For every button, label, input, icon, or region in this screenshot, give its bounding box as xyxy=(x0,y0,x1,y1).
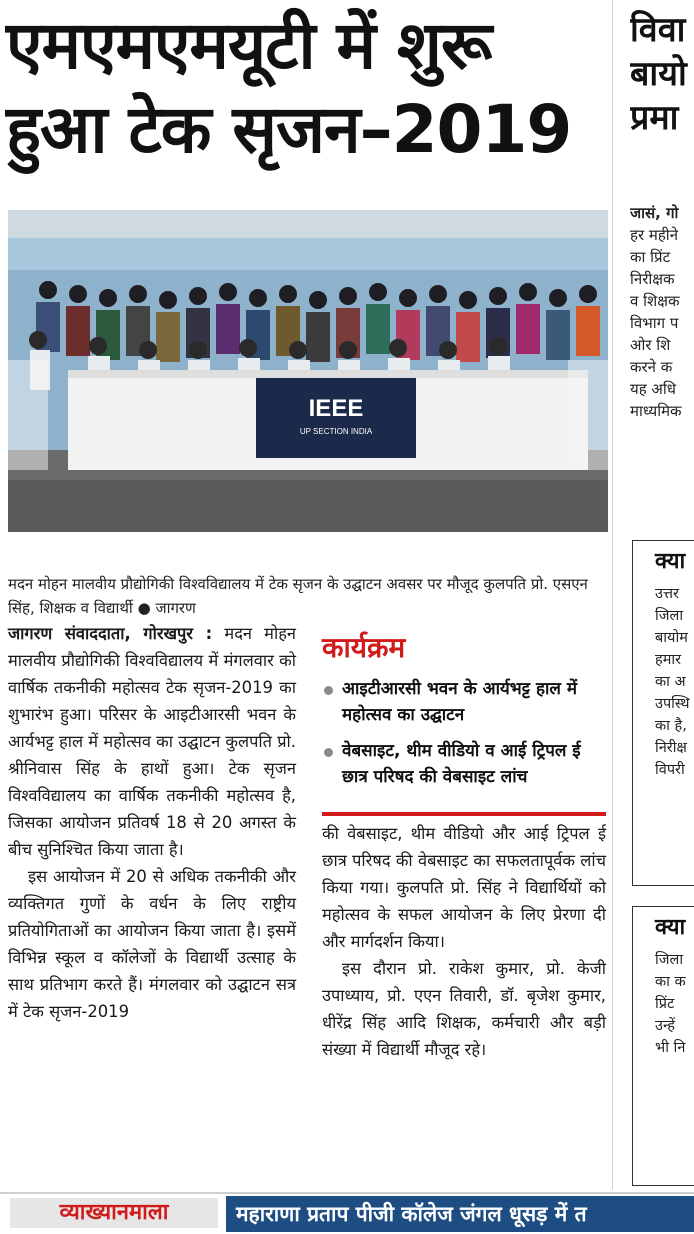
series-label: व्याख्यानमाला xyxy=(10,1198,218,1228)
right-body-line: का प्रिंट xyxy=(630,248,671,266)
panel-line: उन्हें xyxy=(655,1018,675,1034)
paragraph-1 xyxy=(8,620,296,863)
photo-caption xyxy=(8,572,608,620)
banner-subtext: UP SECTION INDIA xyxy=(299,427,373,436)
panel-line: उत्तर xyxy=(655,586,679,602)
right-body-line: करने क xyxy=(630,358,673,376)
panel-line: का क xyxy=(655,974,686,990)
paragraph-3: की वेबसाइट, थीम वीडियो और आई ट्रिपल ई छात्र परिषद की वेबसाइट का सफलतापूर्वक लांच किया गया। कुलपति प्रो. सिंह ने विद्यार्थियों को महोत्सव के सफल आयोजन के लिए प्रेरणा दी और मार्गदर्शन किया। xyxy=(322,824,606,951)
panel-line: हमार xyxy=(655,652,682,668)
right-article-body xyxy=(630,202,694,422)
panel-line: जिला xyxy=(655,952,684,968)
program-box-title: कार्यक्रम xyxy=(322,631,406,664)
paragraph-1-text: मदन मोहन मालवीय प्रौद्योगिकी विश्वविद्यालय में मंगलवार को वार्षिक तकनीकी महोत्सव टेक सृजन-2019 का शुभारंभ हुआ। परिसर के आइटीआरसी भवन के आर्यभट्ट हाल में महोत्सव का उद्घाटन कुलपति प्रो. श्रीनिवास सिंह के हाथों हुआ। टेक सृजन विश्वविद्यालय का वार्षिक तकनीकी महोत्सव है, जिसका आयोजन प्रतिवर्ष 18 से 20 अगस्त के बीच सुनिश्चित किया जाता है। xyxy=(8,624,296,859)
paragraph-2: इस आयोजन में 20 से अधिक तकनीकी और व्यक्तिगत गुणों के वर्धन के लिए राष्ट्रीय प्रतियोगिताओं का आयोजन किया जाता है। इसमें विभिन्न स्कूल व कॉलेजों के विद्यार्थी उत्साह के साथ प्रतिभाग करते हैं। मंगलवार को उद्घाटन सत्र में टेक सृजन-2019 xyxy=(8,867,296,1021)
right-panel-2 xyxy=(632,906,694,1186)
headline-line-1: एमएमएमयूटी में शुरू xyxy=(6,7,492,84)
right-panel-2-body xyxy=(633,941,694,1059)
right-headline-line: विवा xyxy=(630,10,686,50)
right-body-line: विभाग प xyxy=(630,314,679,332)
event-photo xyxy=(8,210,608,532)
program-item: वेबसाइट, थीम वीडियो व आई ट्रिपल ई छात्र परिषद की वेबसाइट लांच xyxy=(322,738,610,790)
right-panel-1-title: क्या xyxy=(655,549,686,574)
column-divider xyxy=(612,0,613,1190)
panel-line: का है, xyxy=(655,718,687,734)
right-panel-2-title: क्या xyxy=(655,915,686,940)
right-body-line: यह अधि xyxy=(630,380,677,398)
group-photo-illustration xyxy=(8,210,608,532)
right-panel-1 xyxy=(632,540,694,886)
right-body-line: हर महीने xyxy=(630,226,679,244)
paragraph-4: इस दौरान प्रो. राकेश कुमार, प्रो. केजी उपाध्याय, प्रो. एएन तिवारी, डॉ. बृजेश कुमार, धीरेंद्र सिंह आदि शिक्षक, कर्मचारी और बड़ी संख्या में विद्यार्थी मौजूद रहे। xyxy=(322,959,606,1059)
program-list xyxy=(322,676,610,800)
caption-text: मदन मोहन मालवीय प्रौद्योगिकी विश्वविद्यालय में टेक सृजन के उद्घाटन अवसर पर मौजूद कुलपति प्रो. एसएन सिंह, शिक्षक व विद्यार्थी xyxy=(8,575,588,617)
right-body-line: ओर शि xyxy=(630,336,671,354)
panel-line: बायोम xyxy=(655,630,688,646)
panel-line: जिला xyxy=(655,608,684,624)
panel-line: भी नि xyxy=(655,1040,686,1056)
caption-bullet: ● xyxy=(137,599,156,617)
right-body-line: माध्यमिक xyxy=(630,402,682,420)
program-item: आइटीआरसी भवन के आर्यभट्ट हाल में महोत्सव का उद्घाटन xyxy=(322,676,610,728)
panel-line: विपरी xyxy=(655,762,685,778)
byline: जागरण संवाददाता, गोरखपुर : xyxy=(8,624,213,643)
panel-line: प्रिंट xyxy=(655,996,675,1012)
right-body-line: व शिक्षक xyxy=(630,292,680,310)
right-article-headline xyxy=(630,8,694,140)
headline-line-2: हुआ टेक सृजन–2019 xyxy=(6,91,572,168)
right-headline-line: बायो xyxy=(630,54,687,94)
panel-line: उपस्थि xyxy=(655,696,690,712)
caption-credit: जागरण xyxy=(155,599,196,617)
article-column-2 xyxy=(322,820,606,1063)
right-panel-1-body xyxy=(633,575,694,781)
banner-text: IEEE xyxy=(308,395,364,422)
series-headline: महाराणा प्रताप पीजी कॉलेज जंगल धूसड़ में त xyxy=(226,1196,694,1232)
right-headline-line: प्रमा xyxy=(630,98,679,138)
red-divider xyxy=(322,812,606,816)
right-byline: जासं, गो xyxy=(630,204,679,222)
headline xyxy=(6,4,606,172)
article-column-1 xyxy=(8,620,296,1025)
right-body-line: निरीक्षक xyxy=(630,270,675,288)
panel-line: का अ xyxy=(655,674,686,690)
panel-line: निरीक्ष xyxy=(655,740,687,756)
